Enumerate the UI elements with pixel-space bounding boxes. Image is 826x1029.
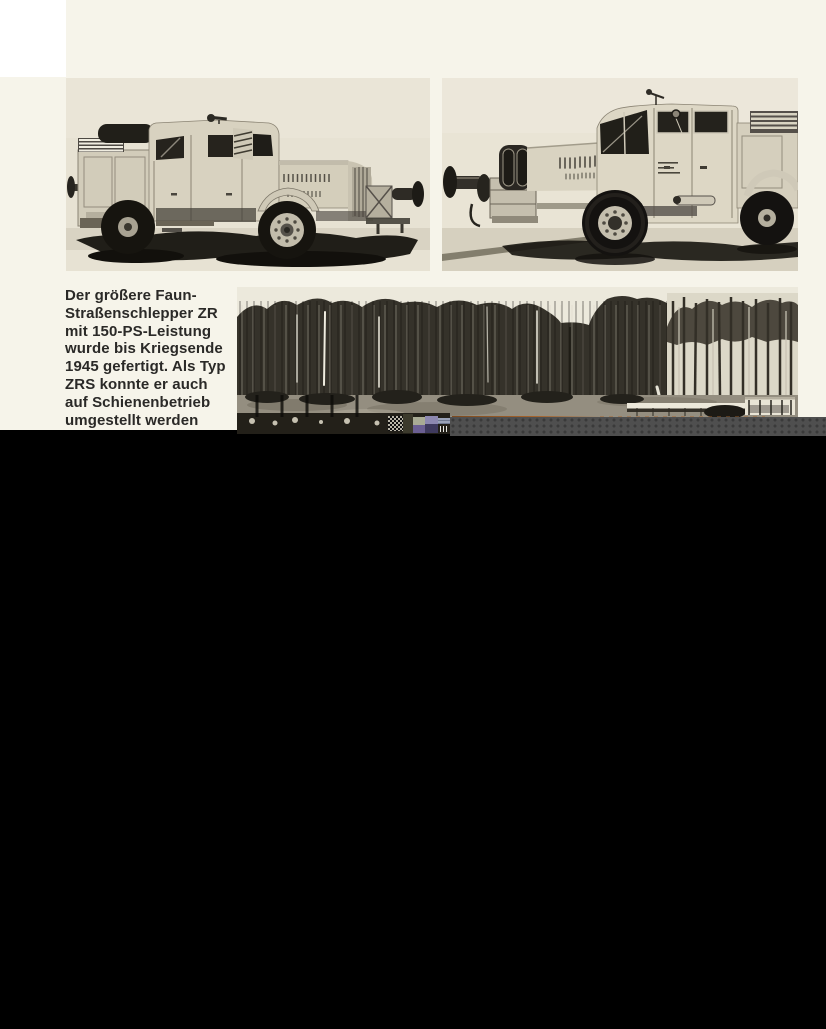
caption-line: wurde bis Kriegsende [65, 340, 223, 358]
glitch-block [425, 424, 438, 433]
missing-image-region [0, 430, 826, 1029]
photo-caption [65, 287, 243, 429]
photo-forest [237, 287, 798, 434]
glitch-block [440, 426, 448, 432]
caption-line: ZRS konnte er auch [65, 375, 208, 393]
forest-illustration [237, 287, 798, 434]
glitch-block [413, 425, 425, 433]
glitch-block [388, 416, 403, 431]
photo-truck-side-view [66, 78, 430, 271]
glitch-block [425, 416, 438, 424]
caption-line: Straßenschlepper ZR [65, 304, 218, 322]
truck-front-illustration [442, 78, 798, 271]
scan-bright-corner [0, 0, 66, 77]
photo-truck-front-view [442, 78, 798, 271]
glitch-block [403, 414, 413, 433]
glitch-block [413, 417, 425, 425]
caption-line: Der größere Faun- [65, 287, 197, 304]
caption-line: 1945 gefertigt. Als Typ [65, 358, 226, 376]
scan-artifact-glitch-blocks [388, 414, 450, 433]
caption-line: mit 150-PS-Leistung [65, 322, 212, 340]
caption-line: auf Schienenbetrieb [65, 393, 211, 411]
caption-line: umgestellt werden [65, 411, 199, 429]
truck-side-illustration [66, 78, 430, 271]
glitch-block [438, 418, 450, 424]
scan-artifact-gray-band [450, 417, 826, 436]
